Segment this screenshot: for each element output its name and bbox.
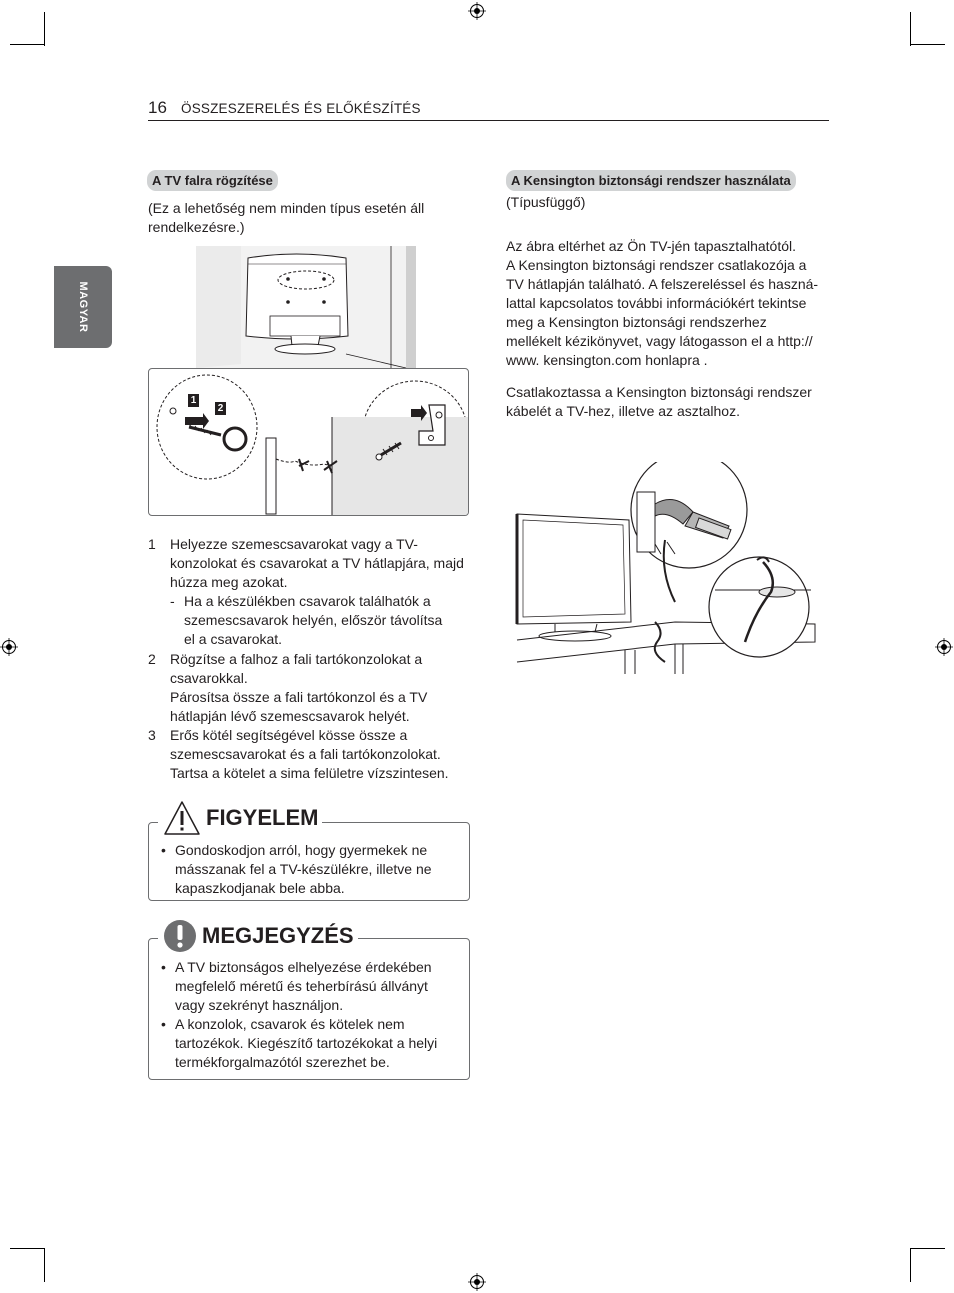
note-title-text: MEGJEGYZÉS <box>202 923 354 948</box>
instruction-number: 1 <box>148 536 156 552</box>
instruction-line: Rögzítse a falhoz a fali tartókonzolokat a <box>170 650 423 667</box>
crop-mark <box>911 44 945 45</box>
tv-wall-illustration <box>196 246 416 368</box>
page-number: 16 <box>148 98 167 117</box>
instruction-line: kábelét a TV-hez, illetve az asztalhoz. <box>506 403 740 419</box>
description-line: www. kensington.com honlapra . <box>506 352 708 368</box>
instruction-line: Erős kötél segítségével kösse össze a <box>170 726 408 743</box>
model-note: (Típusfüggő) <box>506 194 586 210</box>
dash-marker: - <box>170 593 175 610</box>
description-line: Az ábra eltérhet az Ön TV-jén tapasztalhatótól. <box>506 238 797 254</box>
caution-line: kapaszkodjanak bele abba. <box>175 880 345 897</box>
crop-mark <box>44 1248 45 1282</box>
registration-mark-icon <box>935 638 953 656</box>
availability-note <box>148 199 478 237</box>
step-badge: 2 <box>215 402 226 415</box>
note-line: • A TV biztonságos elhelyezése érdekében <box>175 959 432 975</box>
instruction-line: Helyezze szemescsavarokat vagy a TV- <box>170 536 418 552</box>
section-title: ÖSSZESZERELÉS ÉS ELŐKÉSZÍTÉS <box>181 101 421 116</box>
description-line: A Kensington biztonsági rendszer csatlakozója a <box>506 257 807 273</box>
bracket-illustration <box>148 368 469 516</box>
note-line: • A konzolok, csavarok és kötelek nem <box>175 1016 405 1033</box>
note-item <box>161 1015 461 1072</box>
instruction-line: Csatlakoztassa a Kensington biztonsági rendszer <box>506 384 812 400</box>
description-line: TV hátlapján található. A felszereléssel és haszná- <box>506 276 819 292</box>
note-list <box>161 958 461 1073</box>
note-title <box>158 916 358 956</box>
instruction-line: csavarokkal. <box>170 669 248 686</box>
instruction-item <box>148 535 478 592</box>
note-line: termékforgalmazótól szerezhet be. <box>175 1054 390 1071</box>
kensington-description <box>506 237 836 370</box>
note-line: tartozékok. Kiegészítő tartozékokat a helyi <box>175 1035 438 1052</box>
step-badge: 1 <box>188 394 199 407</box>
kensington-heading: A Kensington biztonsági rendszer használata <box>506 170 796 191</box>
registration-mark-icon <box>0 638 18 656</box>
caution-title <box>158 798 322 838</box>
language-tab <box>54 266 112 348</box>
crop-mark <box>910 12 911 46</box>
description-line: meg a Kensington biztonsági rendszerhez <box>506 314 767 330</box>
instruction-line: szemescsavarok helyén, először távolítsa <box>184 612 443 629</box>
crop-mark <box>10 1248 44 1249</box>
instruction-item <box>148 726 478 783</box>
instruction-line: Párosítsa össze a fali tartókonzol és a TV <box>170 688 428 705</box>
instruction-subitem <box>148 592 478 649</box>
instruction-line: Ha a készülékben csavarok találhatók a <box>184 593 431 610</box>
crop-mark <box>44 12 45 46</box>
caution-list <box>161 841 461 898</box>
registration-mark-icon <box>468 2 486 20</box>
instruction-item <box>148 650 478 726</box>
registration-mark-icon <box>468 1273 486 1291</box>
description-line: lattal kapcsolatos további információkért tekintse <box>506 295 807 311</box>
availability-line: (Ez a lehetőség nem minden típus esetén áll <box>148 200 425 216</box>
crop-mark <box>10 44 44 45</box>
instruction-number: 3 <box>148 726 156 743</box>
instruction-line: konzolokat és csavarokat a TV hátlapjára, majd <box>170 555 464 572</box>
availability-line: rendelkezésre.) <box>148 219 245 235</box>
bracket-drawing <box>149 369 468 515</box>
instruction-line: el a csavarokat. <box>184 631 283 648</box>
instruction-list <box>148 535 478 783</box>
instruction-line: szemescsavarokat és a fali tartókonzolokat. <box>170 746 441 763</box>
instruction-line: Tartsa a kötelet a sima felületre vízszintesen. <box>170 765 449 782</box>
instruction-line: húzza meg azokat. <box>170 574 288 591</box>
caution-item <box>161 841 461 898</box>
wall-mount-heading: A TV falra rögzítése <box>147 170 278 191</box>
warning-triangle-icon <box>162 799 202 837</box>
kensington-instruction <box>506 383 836 421</box>
kensington-illustration <box>515 462 820 674</box>
instruction-line: hátlapján lévő szemescsavarok helyét. <box>170 707 410 724</box>
caution-line: másszanak fel a TV-készülékre, illetve ne <box>175 861 432 878</box>
caution-line: • Gondoskodjon arról, hogy gyermekek ne <box>175 842 428 858</box>
description-line: mellékelt kézikönyvet, vagy látogasson el a http:// <box>506 333 813 349</box>
crop-mark <box>910 1248 911 1282</box>
crop-mark <box>911 1248 945 1249</box>
header-rule <box>148 120 829 121</box>
caution-title-text: FIGYELEM <box>206 805 319 830</box>
language-label: MAGYAR <box>77 281 89 333</box>
note-line: megfelelő méretű és teherbírású állványt <box>175 978 428 995</box>
exclamation-icon <box>162 918 198 954</box>
note-item <box>161 958 461 1015</box>
note-line: vagy szekrényt használjon. <box>175 997 344 1014</box>
instruction-number: 2 <box>148 650 156 667</box>
